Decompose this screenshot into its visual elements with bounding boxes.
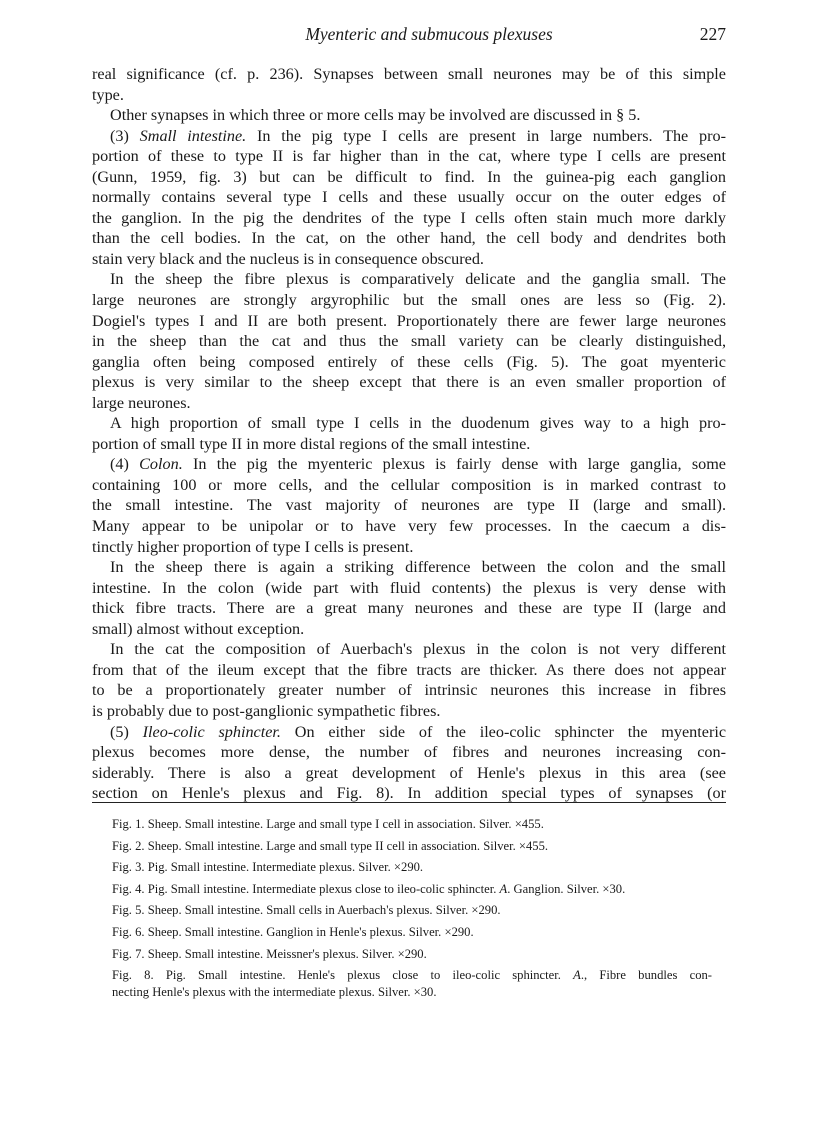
line-text: A high proportion of small type I cells in the duodenum gives way to a high pro- (110, 414, 726, 433)
figure-caption (112, 859, 712, 876)
text-line (112, 984, 712, 1001)
text-line (92, 269, 726, 290)
line-text: is probably due to post-ganglionic sympathetic fibres. (92, 701, 441, 720)
line-text: than the cell bodies. In the cat, on the other hand, the cell body and dendrites both (92, 229, 726, 248)
line-text: Fig. 1. Sheep. Small intestine. Large and small type I cell in association. Silver. ×455. (112, 817, 544, 831)
text-line (92, 660, 726, 681)
text-line (112, 816, 712, 833)
figure-caption (112, 902, 712, 919)
line-text: plexus becomes more dense, the number of fibres and neurones increasing con- (92, 743, 726, 762)
line-text: siderably. There is also a great development of Henle's plexus in this area (see (92, 763, 726, 782)
line-text: Many appear to be unipolar or to have very few processes. In the caecum a dis- (92, 517, 726, 536)
line-text: type. (92, 85, 124, 104)
line-text: Other synapses in which three or more cells may be involved are discussed in § 5. (110, 106, 641, 125)
line-text: the ganglion. In the pig the dendrites of the type I cells often stain much more darkly (92, 208, 726, 227)
line-text: In the pig the myenteric plexus is fairly dense with large ganglia, some (182, 455, 726, 474)
text-line (92, 680, 726, 701)
text-line (92, 516, 726, 537)
line-text: containing 100 or more cells, and the cellular composition is in marked contrast to (92, 475, 726, 494)
figure-caption (112, 881, 712, 898)
line-text: In the pig type I cells are present in large numbers. The pro- (246, 126, 726, 145)
text-line (92, 208, 726, 229)
text-line (92, 722, 726, 743)
text-line (92, 557, 726, 578)
line-text: In the sheep there is again a striking difference between the colon and the small (110, 558, 726, 577)
line-prefix: Fig. 8. Pig. Small intestine. Henle's plexus close to ileo-colic sphincter. (112, 968, 574, 983)
text-line (92, 249, 726, 270)
text-line (92, 393, 726, 414)
figure-caption (112, 838, 712, 855)
figure-caption (112, 967, 712, 1001)
text-line (112, 881, 712, 898)
text-line (92, 495, 726, 516)
line-text: Fig. 3. Pig. Small intestine. Intermediate plexus. Silver. ×290. (112, 860, 424, 875)
text-line (92, 228, 726, 249)
text-line (112, 902, 712, 919)
line-text: In the cat the composition of Auerbach's plexus in the colon is not very different (110, 640, 726, 659)
text-line (92, 454, 726, 475)
text-line (92, 701, 726, 722)
body-text (92, 64, 726, 804)
italic-heading: A (499, 881, 508, 896)
text-line (92, 187, 726, 208)
text-line (92, 413, 726, 434)
line-text: in the sheep than the cat and thus the small variety can be clearly distinguished, (92, 332, 726, 351)
text-line (92, 537, 726, 558)
italic-heading: Colon. (139, 455, 183, 474)
figure-caption (112, 924, 712, 941)
line-text: large neurones. (92, 393, 191, 412)
line-text: Fig. 2. Sheep. Small intestine. Large and small type II cell in association. Silver. ×455. (112, 838, 549, 853)
footnote-divider (92, 802, 726, 803)
line-prefix: (5) (110, 722, 143, 741)
text-line (92, 352, 726, 373)
line-text: Fig. 7. Sheep. Small intestine. Meissner's plexus. Silver. ×290. (112, 946, 427, 961)
page-number: 227 (699, 24, 726, 44)
line-text: the small intestine. The vast majority of neurones are type II (large and small). (92, 496, 726, 515)
line-text: normally contains several type I cells and these usually occur on the outer edges of (92, 188, 726, 207)
text-line (92, 85, 726, 106)
text-line (92, 167, 726, 188)
text-line (92, 105, 726, 126)
text-line (92, 311, 726, 332)
text-line (92, 598, 726, 619)
line-text: portion of small type II in more distal regions of the small intestine. (92, 434, 531, 453)
text-line (112, 967, 712, 984)
line-text: . Ganglion. Silver. ×30. (507, 881, 626, 896)
italic-heading: Small intestine. (139, 126, 247, 145)
line-text: intestine. In the colon (wide part with fluid contents) the plexus is very dense with (92, 578, 726, 597)
line-text: to be a proportionately greater number of intrinsic neurones this increase in fibres (92, 681, 726, 700)
running-title: Myenteric and submucous plexuses (305, 24, 553, 44)
text-line (92, 126, 726, 147)
line-text: tinctly higher proportion of type I cells is present. (92, 537, 414, 556)
line-text: real significance (cf. p. 236). Synapses between small neurones may be of this simple (92, 65, 726, 83)
line-text: Fig. 5. Sheep. Small intestine. Small cells in Auerbach's plexus. Silver. ×290. (112, 903, 501, 918)
text-line (112, 946, 712, 963)
line-text: On either side of the ileo-colic sphincter the myenteric (280, 722, 727, 741)
text-line (92, 742, 726, 763)
line-text: small) almost without exception. (92, 619, 305, 638)
line-text: stain very black and the nucleus is in consequence obscured. (92, 249, 484, 268)
text-line (92, 64, 726, 85)
line-prefix: (3) (110, 126, 140, 145)
line-text: large neurones are strongly argyrophilic but the small ones are less so (Fig. 2). (92, 291, 726, 310)
figure-caption (112, 816, 712, 833)
line-text: necting Henle's plexus with the intermediate plexus. Silver. ×30. (112, 985, 437, 1000)
italic-heading: Ileo-colic sphincter. (142, 722, 281, 741)
line-text: ganglia often being composed entirely of these cells (Fig. 5). The goat myenteric (92, 352, 726, 371)
text-line (92, 619, 726, 640)
line-text: Dogiel's types I and II are both present. Proportionately there are fewer large neurones (92, 311, 726, 330)
line-text: Fig. 6. Sheep. Small intestine. Ganglion in Henle's plexus. Silver. ×290. (112, 924, 474, 939)
figure-caption (112, 946, 712, 963)
line-prefix: (4) (110, 455, 140, 474)
text-line (92, 331, 726, 352)
figure-captions (112, 816, 712, 1006)
line-text: section on Henle's plexus and Fig. 8). In addition special types of synapses (or (92, 784, 726, 803)
line-text: thick fibre tracts. There are a great many neurones and these are type II (large and (92, 599, 726, 618)
text-line (112, 924, 712, 941)
text-line (112, 838, 712, 855)
text-line (92, 290, 726, 311)
line-text: (Gunn, 1959, fig. 3) but can be difficult to find. In the guinea-pig each ganglion (92, 167, 726, 186)
text-line (92, 146, 726, 167)
line-text: from that of the ileum except that the fibre tracts are thicker. As there does not appear (92, 660, 726, 679)
text-line (112, 859, 712, 876)
text-line (92, 783, 726, 804)
text-line (92, 434, 726, 455)
italic-heading: A (573, 968, 581, 983)
text-line (92, 763, 726, 784)
text-line (92, 475, 726, 496)
line-prefix: Fig. 4. Pig. Small intestine. Intermediate plexus close to ileo-colic sphincter. (112, 881, 500, 896)
line-text: plexus is very similar to the sheep except that there is an even smaller proportion of (92, 373, 726, 392)
text-line (92, 639, 726, 660)
line-text: portion of these to type II is far higher than in the cat, where type I cells are present (92, 147, 726, 166)
text-line (92, 578, 726, 599)
line-text: In the sheep the fibre plexus is comparatively delicate and the ganglia small. The (110, 270, 726, 289)
running-header (92, 24, 726, 46)
text-line (92, 372, 726, 393)
line-text: ., Fibre bundles con- (580, 968, 712, 983)
